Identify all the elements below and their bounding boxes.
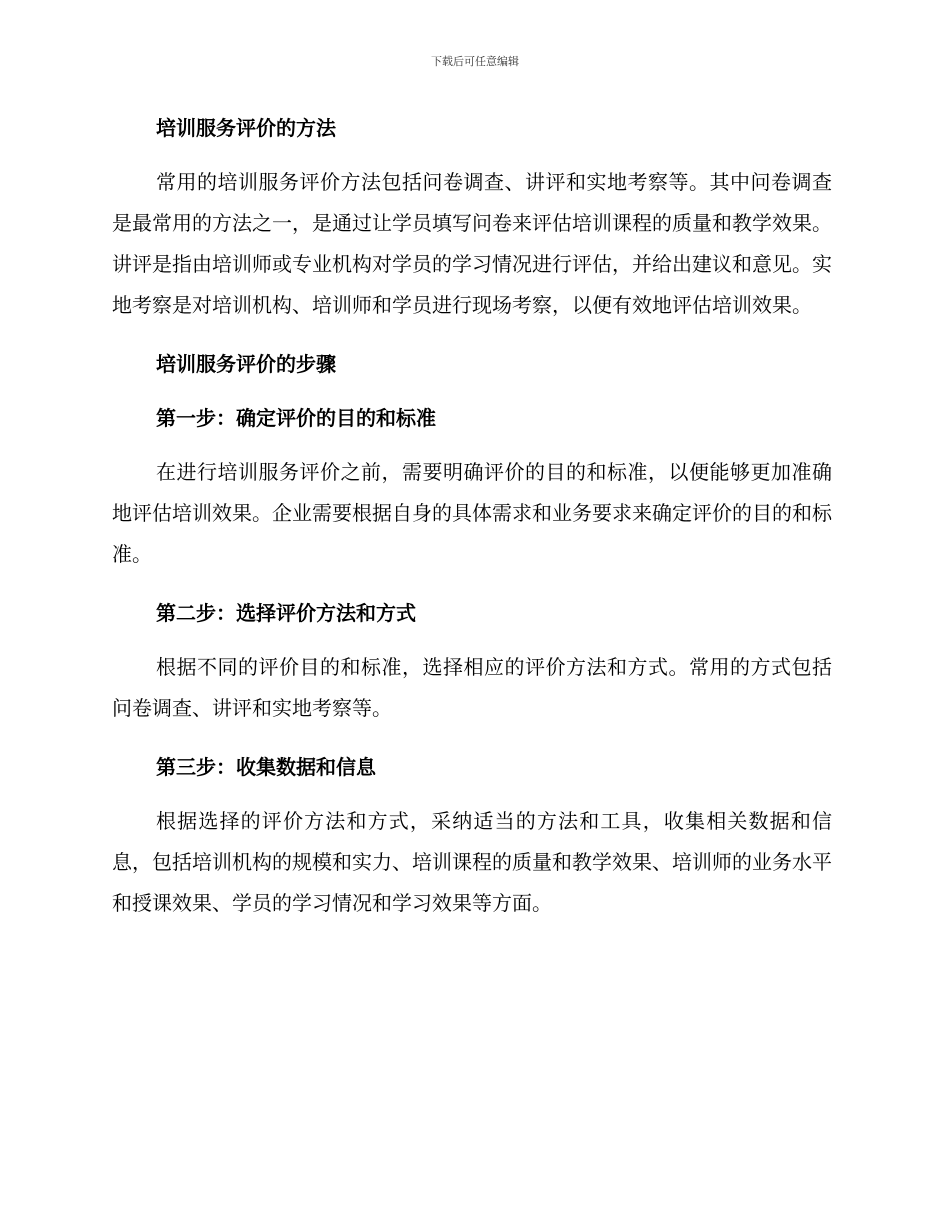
step3-title: 第三步：收集数据和信息 [156,755,376,779]
step1-title: 第一步：确定评价的目的和标准 [156,406,436,430]
page-header: 下载后可任意编辑 [431,55,519,68]
document-body [112,108,832,924]
section-steps-title: 培训服务评价的步骤 [156,352,336,376]
step1-paragraph: 在进行培训服务评价之前，需要明确评价的目的和标准，以便能够更加准确地评估培训效果。企业需要根据自身的具体需求和业务要求来确定评价的目的和标准。 [112,460,832,566]
step2-paragraph: 根据不同的评价目的和标准，选择相应的评价方法和方式。常用的方式包括问卷调查、讲评和实地考察等。 [112,655,832,720]
section-methods-paragraph: 常用的培训服务评价方法包括问卷调查、讲评和实地考察等。其中问卷调查是最常用的方法之一，是通过让学员填写问卷来评估培训课程的质量和教学效果。讲评是指由培训师或专业机构对学员的学习情况进行评估，并给出建议和意见。实地考察是对培训机构、培训师和学员进行现场考察，以便有效地评估培训效果。 [112,170,832,317]
section-methods-title: 培训服务评价的方法 [156,116,336,140]
step3-paragraph: 根据选择的评价方法和方式，采纳适当的方法和工具，收集相关数据和信息，包括培训机构的规模和实力、培训课程的质量和教学效果、培训师的业务水平和授课效果、学员的学习情况和学习效果等方面。 [112,809,832,915]
step2-title: 第二步：选择评价方法和方式 [156,601,416,625]
